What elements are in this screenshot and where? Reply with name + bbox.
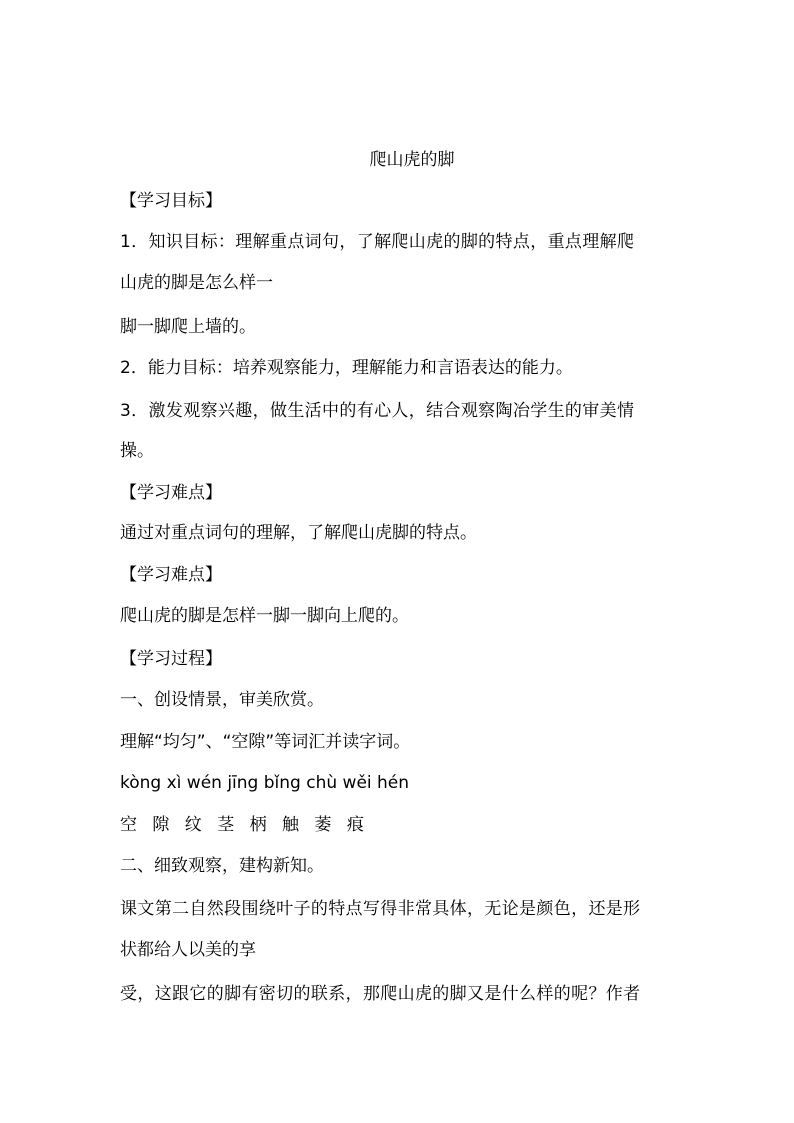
pinyin-line: kòng xì wén jīng bǐng chù wěi hén: [120, 773, 410, 793]
paragraph-line: 状都给人以美的享: [120, 940, 256, 960]
paragraph-line: 脚一脚爬上墙的。: [120, 317, 256, 337]
document-title: 爬山虎的脚: [369, 150, 455, 170]
paragraph-line: 一、创设情景，审美欣赏。: [120, 690, 324, 710]
paragraph-line: 3．激发观察兴趣，做生活中的有心人，结合观察陶冶学生的审美情: [120, 401, 635, 421]
paragraph-line: 通过对重点词句的理解，了解爬山虎脚的特点。: [120, 523, 477, 543]
section-heading-process: 【学习过程】: [120, 649, 222, 669]
paragraph-line: 爬山虎的脚是怎样一脚一脚向上爬的。: [120, 606, 409, 626]
paragraph-line: 理解“均匀”、“空隙”等词汇并读字词。: [120, 732, 411, 752]
paragraph-line: 1．知识目标：理解重点词句，了解爬山虎的脚的特点，重点理解爬: [120, 232, 635, 252]
section-heading-learning-goals: 【学习目标】: [120, 191, 222, 211]
section-heading-difficulty: 【学习难点】: [120, 483, 222, 503]
paragraph-line: 课文第二自然段围绕叶子的特点写得非常具体，无论是颜色，还是形: [120, 899, 641, 919]
paragraph-line: 受，这跟它的脚有密切的联系，那爬山虎的脚又是什么样的呢？作者: [120, 984, 641, 1004]
paragraph-line: 操。: [120, 441, 154, 461]
section-heading-difficulty: 【学习难点】: [120, 565, 222, 585]
vocabulary-characters: 空 隙 纹 茎 柄 触 萎 痕: [120, 815, 369, 835]
paragraph-line: 二、细致观察，建构新知。: [120, 856, 324, 876]
paragraph-line: 2．能力目标：培养观察能力，理解能力和言语表达的能力。: [120, 358, 573, 378]
paragraph-line: 山虎的脚是怎么样一: [120, 273, 273, 293]
